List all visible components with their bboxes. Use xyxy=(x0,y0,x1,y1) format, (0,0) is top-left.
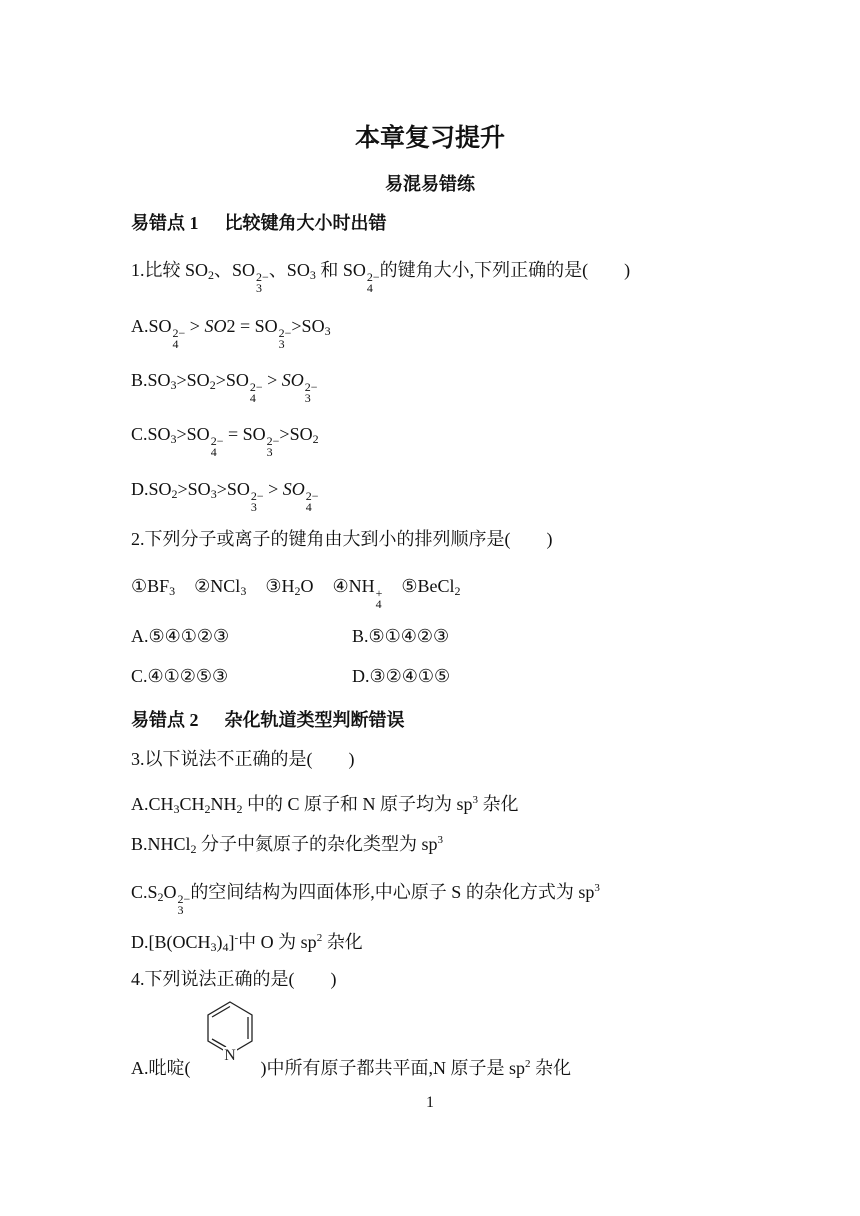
text: 的键角大小,下列正确的是( xyxy=(379,260,589,280)
text: 1.比较 SO xyxy=(131,260,209,280)
text: 、SO xyxy=(214,260,256,280)
question-2-option-c: C.④①②⑤③ xyxy=(131,666,229,686)
question-3-stem xyxy=(131,747,355,771)
pyridine-structure-image xyxy=(203,1000,257,1066)
section-heading-1 xyxy=(131,209,387,235)
text: C.SO xyxy=(131,424,171,444)
question-3-option-d: $D.[B(OCH_3)_4]^-$中 O 为 $sp^2$ 杂化 xyxy=(131,932,363,954)
question-1-option-a: A.SO 2− 4 > SO2 = SO 2− 3 $>SO_3$ xyxy=(131,316,331,351)
text: ) xyxy=(348,749,355,769)
question-2-option-d: D.③②④①⑤ xyxy=(352,666,451,686)
question-3-option-c: $C.S_2O$ 2− 3 的空间结构为四面体形,中心原子 S 的杂化方式为 $sp^3$ xyxy=(131,882,600,917)
question-3-option-b: B.NHCl$_2$ 分子中氮原子的杂化类型为 $sp^3$ xyxy=(131,834,444,856)
text: 和 SO xyxy=(315,260,366,280)
text: C.S xyxy=(131,882,158,902)
question-3-option-a: $A.CH_3CH_2NH_2$ 中的 C 原子和 N 原子均为 $sp^3$ 杂化 xyxy=(131,794,519,816)
double-bond xyxy=(212,1039,226,1047)
text: 杂化 xyxy=(326,932,363,952)
question-1-stem: 1.比较 $SO_2$、SO 2− 3 、$SO_3$ 和 SO 2− 4 的键角大小,下列正确的是( ) xyxy=(131,260,631,295)
question-1-option-b: $B.SO_3>SO_2>SO$ 2− 4 > SO 2− 3 xyxy=(131,370,318,405)
item: ③H xyxy=(265,576,295,596)
text: 中 O 为 sp xyxy=(238,932,317,952)
text: A.SO xyxy=(131,316,172,336)
item: ①BF xyxy=(131,576,170,596)
text: D.SO xyxy=(131,479,172,499)
text: 4.下列说法正确的是( xyxy=(131,969,295,989)
text: B.NHCl xyxy=(131,834,191,854)
question-4-option-a: A.吡啶( )中所有原子都共平面,N 原子是 $sp^2$ 杂化 xyxy=(131,1058,571,1078)
text: 中的 C 原子和 N 原子均为 sp xyxy=(247,794,473,814)
section-text: 比较键角大小时出错 xyxy=(224,213,387,233)
page-number: 1 xyxy=(426,1094,434,1111)
text: 的空间结构为四面体形,中心原子 S 的杂化方式为 sp xyxy=(190,882,595,902)
text: ) xyxy=(330,969,337,989)
nitrogen-label: N xyxy=(224,1047,236,1064)
page-title: 本章复习提升 xyxy=(354,125,505,152)
item: ⑤BeCl xyxy=(401,576,455,596)
page-subtitle: 易混易错练 xyxy=(385,174,475,194)
question-2-option-a: A.⑤④①②③ xyxy=(131,626,230,646)
text: 、SO xyxy=(268,260,310,280)
text: 2.下列分子或离子的键角由大到小的排列顺序是( xyxy=(131,529,511,549)
question-2-option-b: B.⑤①④②③ xyxy=(352,626,450,646)
item: ②NCl xyxy=(194,576,241,596)
text: )中所有原子都共平面,N 原子是 sp xyxy=(260,1058,525,1078)
text: A.吡啶( xyxy=(131,1058,191,1078)
question-2-stem xyxy=(131,527,553,551)
section-label: 易错点 1 xyxy=(131,213,199,233)
text: B.SO xyxy=(131,370,171,390)
text: 分子中氮原子的杂化类型为 sp xyxy=(201,834,438,854)
question-1-option-c: $C.SO_3>SO$ 2− 4 = SO 2− 3 $>SO_2$ xyxy=(131,424,319,459)
question-2-items: $①BF_3$ ②NCl$_3$ $③H_2O$ ④NH + 4 ⑤BeCl$_2$ xyxy=(131,576,461,611)
section-text: 杂化轨道类型判断错误 xyxy=(224,710,405,730)
item: ④NH xyxy=(332,576,375,596)
text: ) xyxy=(624,260,631,280)
question-1-option-d: $D.SO_2>SO_3>SO$ 2− 3 > SO 2− 4 xyxy=(131,479,319,514)
section-heading-2 xyxy=(131,706,405,732)
text: 杂化 xyxy=(482,794,519,814)
text: ) xyxy=(546,529,553,549)
text: A.CH xyxy=(131,794,174,814)
question-4-stem xyxy=(131,967,337,991)
section-label: 易错点 2 xyxy=(131,710,199,730)
text: D.[B(OCH xyxy=(131,932,211,952)
text: 3.以下说法不正确的是( xyxy=(131,749,313,769)
text: 杂化 xyxy=(535,1058,571,1078)
